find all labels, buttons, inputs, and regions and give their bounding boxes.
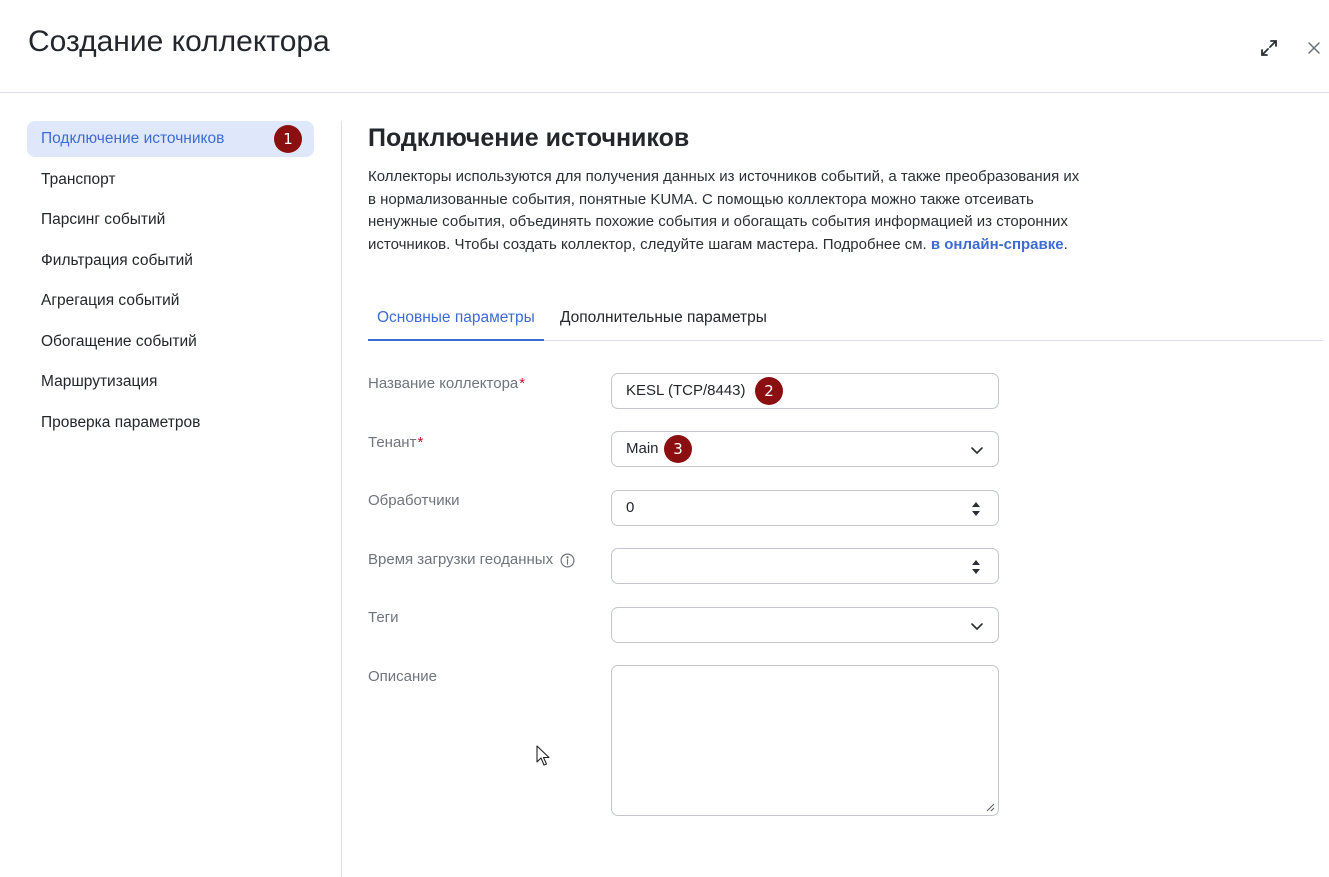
description-text: Коллекторы используются для получения данных из источников событий, а также преобразования их в нормализованные события, понятные KUMA. С помощью коллектора можно также отсеивать ненужные события, объединять похожие события и обогащать события информацией из сторонних источников. Чтобы создать коллектор, следуйте шагам мастера. Подробнее см.: [368, 168, 1080, 253]
close-button[interactable]: [1302, 36, 1326, 60]
help-link[interactable]: в онлайн-справке: [930, 235, 1064, 253]
tabs-bar: [368, 296, 1323, 341]
step-item-enrichment[interactable]: [27, 324, 314, 360]
description-label: [368, 667, 437, 687]
expand-button[interactable]: [1257, 36, 1281, 60]
collector-name-value: KESL (TCP/8443): [626, 382, 746, 399]
geo-time-label: [368, 550, 575, 570]
section-description: [368, 166, 1088, 256]
step-label: Парсинг событий: [41, 211, 166, 228]
section-title: Подключение источников: [368, 124, 690, 152]
wizard-steps-sidebar: [27, 121, 314, 445]
step-label: Маршрутизация: [41, 373, 158, 390]
stepper-arrows-icon[interactable]: [971, 559, 981, 575]
collector-name-label: [368, 374, 525, 394]
step-item-aggregation[interactable]: [27, 283, 314, 319]
close-icon: [1307, 41, 1321, 55]
step-label: Обогащение событий: [41, 332, 197, 350]
info-icon[interactable]: [560, 553, 575, 568]
required-mark: *: [519, 375, 526, 392]
chevron-down-icon: [970, 619, 984, 633]
geo-time-stepper[interactable]: [611, 548, 999, 584]
label-text: Название коллектора: [368, 375, 519, 392]
stepper-arrows-icon[interactable]: [971, 501, 981, 517]
step-item-transport[interactable]: [27, 162, 314, 198]
dialog-title: Создание коллектора: [28, 25, 330, 58]
step-label: Подключение источников: [41, 130, 225, 147]
step-item-sources[interactable]: [27, 121, 314, 157]
tenant-value: Main: [626, 440, 659, 457]
step-marker: 1: [274, 125, 302, 153]
step-label: Проверка параметров: [41, 413, 201, 431]
label-text: Описание: [368, 668, 438, 685]
step-item-routing[interactable]: [27, 364, 314, 400]
tenant-label: [368, 433, 423, 453]
description-end: .: [1063, 235, 1068, 253]
handlers-label: [368, 491, 460, 511]
step-label: Агрегация событий: [41, 292, 180, 309]
description-textarea[interactable]: [611, 665, 999, 816]
mouse-cursor-icon: [536, 745, 550, 767]
tenant-select[interactable]: [611, 431, 999, 467]
resize-grip-icon[interactable]: [985, 802, 995, 812]
step-item-review[interactable]: [27, 405, 314, 441]
step-marker: 3: [664, 435, 692, 463]
collector-name-input[interactable]: [611, 373, 999, 409]
required-mark: *: [417, 434, 424, 451]
handlers-value: 0: [626, 499, 635, 516]
label-text: Теги: [368, 609, 399, 626]
tab-basic-params[interactable]: Основные параметры: [368, 296, 544, 341]
step-label: Транспорт: [41, 170, 116, 188]
expand-icon: [1260, 39, 1278, 57]
step-item-filtering[interactable]: [27, 243, 314, 279]
handlers-stepper[interactable]: [611, 490, 999, 526]
dialog-header: [0, 0, 1329, 93]
step-item-parsing[interactable]: [27, 202, 314, 238]
label-text: Тенант: [368, 434, 417, 451]
chevron-down-icon: [970, 443, 984, 457]
main-content: [368, 121, 1323, 685]
label-text: Время загрузки геоданных: [368, 551, 554, 568]
tab-advanced-params[interactable]: Дополнительные параметры: [560, 309, 767, 326]
label-text: Обработчики: [368, 492, 460, 509]
step-label: Фильтрация событий: [41, 251, 193, 269]
tags-label: [368, 608, 399, 628]
sidebar-divider: [341, 121, 342, 877]
step-marker: 2: [755, 377, 783, 405]
tags-select[interactable]: [611, 607, 999, 643]
